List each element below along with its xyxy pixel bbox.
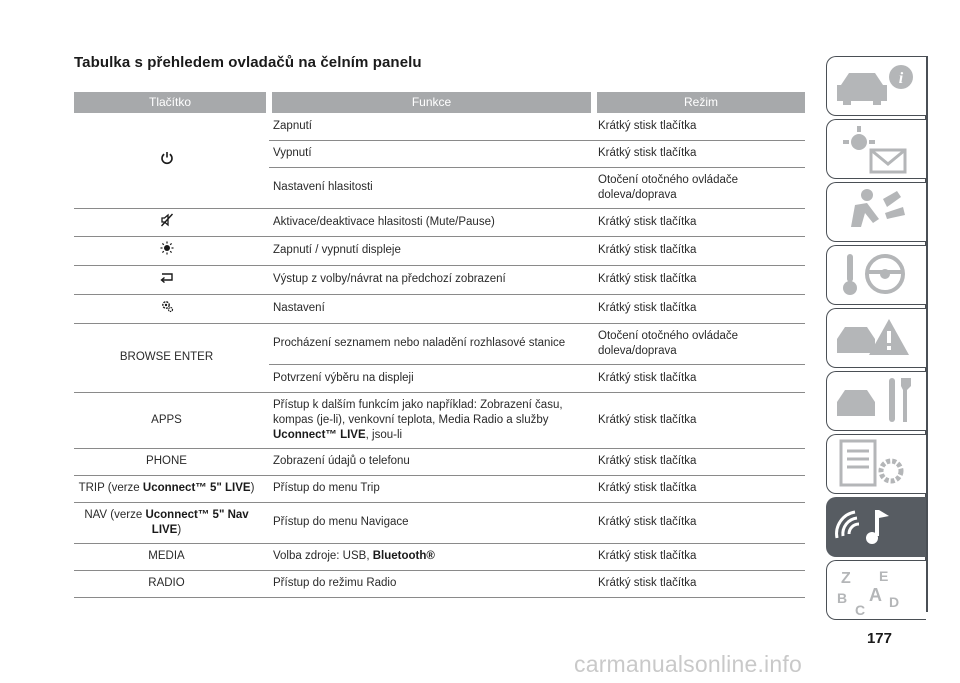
button-name-suffix: ): [250, 482, 255, 494]
button-name-cell: MEDIA: [74, 543, 269, 570]
svg-text:D: D: [889, 594, 900, 610]
function-cell: Procházení seznamem nebo naladění rozhlasové stanice: [269, 323, 594, 364]
header-mode: Režim: [594, 92, 805, 113]
warning-lights-message-icon[interactable]: [826, 119, 926, 179]
key-steering-wheel-icon[interactable]: [826, 245, 926, 305]
button-name-cell: [74, 475, 269, 502]
table-header-row: [74, 92, 805, 113]
function-cell: Vypnutí: [269, 140, 594, 167]
table-row: [74, 502, 805, 543]
table-row: [74, 448, 805, 475]
product-name-continued: LIVE: [151, 523, 178, 536]
function-cell: [269, 543, 594, 570]
product-name: Uconnect™ 5" Nav: [145, 508, 249, 521]
table-row: [74, 294, 805, 323]
function-text-suffix: , jsou-li: [365, 428, 403, 441]
button-name-cell: PHONE: [74, 448, 269, 475]
display-brightness-icon: [160, 241, 174, 260]
mode-cell: Krátký stisk tlačítka: [594, 294, 805, 323]
page-number: 177: [866, 630, 892, 647]
function-cell: Výstup z volby/návrat na předchozí zobrazení: [269, 265, 594, 294]
mode-cell: Krátký stisk tlačítka: [594, 140, 805, 167]
product-name: Bluetooth®: [372, 550, 435, 562]
product-name: Uconnect™ 5" LIVE: [142, 482, 251, 494]
button-name-cell: RADIO: [74, 570, 269, 597]
mode-cell: Krátký stisk tlačítka: [594, 236, 805, 265]
back-arrow-icon: [159, 271, 175, 288]
mode-cell: Krátký stisk tlačítka: [594, 364, 805, 392]
back-button-cell: [74, 265, 269, 294]
table-row: [74, 323, 805, 364]
table-row: [74, 113, 805, 140]
table-row: [74, 570, 805, 597]
watermark: carmanualsonline.info: [574, 651, 802, 677]
product-name: Uconnect™ LIVE: [273, 428, 366, 441]
svg-text:B: B: [837, 590, 848, 606]
function-cell: Přístup do režimu Radio: [269, 570, 594, 597]
svg-text:A: A: [869, 585, 882, 605]
technical-data-gear-icon[interactable]: [826, 434, 926, 494]
mute-speaker-icon: [160, 213, 174, 232]
button-name-prefix: NAV (verze: [84, 508, 146, 521]
mode-cell: Krátký stisk tlačítka: [594, 448, 805, 475]
function-cell: Přístup do menu Navigace: [269, 502, 594, 543]
mode-cell: Krátký stisk tlačítka: [594, 208, 805, 236]
button-name-cell: APPS: [74, 392, 269, 448]
table-row: [74, 208, 805, 236]
page-title: Tabulka s přehledem ovladačů na čelním panelu: [74, 54, 422, 71]
table-row: [74, 392, 805, 448]
svg-text:C: C: [855, 602, 866, 618]
function-cell: Potvrzení výběru na displeji: [269, 364, 594, 392]
function-cell: Nastavení hlasitosti: [269, 167, 594, 208]
mute-button-cell: [74, 208, 269, 236]
button-name-cell: [74, 502, 269, 543]
button-name-cell: BROWSE ENTER: [74, 323, 269, 392]
function-cell: Zobrazení údajů o telefonu: [269, 448, 594, 475]
settings-button-cell: [74, 294, 269, 323]
car-crash-warning-icon[interactable]: [826, 308, 926, 368]
function-cell: Nastavení: [269, 294, 594, 323]
function-cell: Aktivace/deaktivace hlasitosti (Mute/Pause): [269, 208, 594, 236]
mode-cell: Krátký stisk tlačítka: [594, 392, 805, 448]
svg-text:E: E: [879, 568, 889, 584]
mode-cell: Krátký stisk tlačítka: [594, 502, 805, 543]
table-row: [74, 236, 805, 265]
header-function: Funkce: [269, 92, 594, 113]
mode-cell: Krátký stisk tlačítka: [594, 543, 805, 570]
svg-text:i: i: [898, 70, 904, 87]
button-name-suffix: ): [177, 523, 182, 536]
table-row: [74, 543, 805, 570]
car-service-tools-icon[interactable]: [826, 371, 926, 431]
mode-cell: Krátký stisk tlačítka: [594, 265, 805, 294]
header-button: Tlačítko: [74, 92, 269, 113]
airbag-seat-icon[interactable]: [826, 182, 926, 242]
svg-text:Z: Z: [841, 570, 851, 587]
function-text: Volba zdroje: USB,: [273, 550, 373, 562]
mode-cell: Krátký stisk tlačítka: [594, 113, 805, 140]
function-cell: Zapnutí / vypnutí displeje: [269, 236, 594, 265]
button-name-prefix: TRIP (verze: [78, 482, 143, 494]
function-cell: Přístup do menu Trip: [269, 475, 594, 502]
table-row: [74, 265, 805, 294]
mode-cell: Otočení otočného ovládače doleva/doprava: [594, 323, 805, 364]
settings-gear-icon: [160, 299, 174, 318]
function-text: Přístup k dalším funkcím jako například: Zobrazení času, kompas (je-li), venkovní teplota, Media Radio a služby: [273, 398, 563, 426]
alphabetical-index-icon[interactable]: [826, 560, 926, 620]
car-info-icon[interactable]: [826, 56, 926, 116]
controls-table: [74, 92, 805, 598]
power-button-cell: [74, 113, 269, 208]
function-cell: [269, 392, 594, 448]
mode-cell: Otočení otočného ovládače doleva/doprava: [594, 167, 805, 208]
display-button-cell: [74, 236, 269, 265]
multimedia-music-icon[interactable]: [826, 497, 926, 557]
table-row: [74, 475, 805, 502]
mode-cell: Krátký stisk tlačítka: [594, 475, 805, 502]
mode-cell: Krátký stisk tlačítka: [594, 570, 805, 597]
power-icon: [160, 151, 174, 170]
function-cell: Zapnutí: [269, 113, 594, 140]
